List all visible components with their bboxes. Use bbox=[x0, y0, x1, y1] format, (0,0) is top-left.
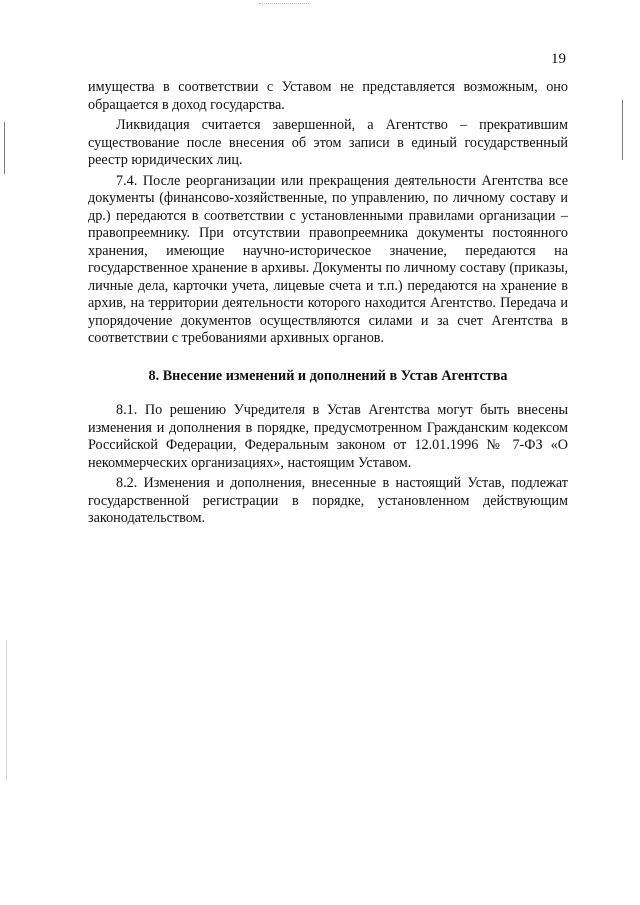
paragraph-8-1: 8.1. По решению Учредителя в Устав Агентства могут быть внесены изменения и дополнения в порядке, предусмотренном Гражданским кодексом Российской Федерации, Федеральным законом от 12.01.1996 № 7-ФЗ «О некоммерческих организациях», настоящим Уставом. bbox=[88, 402, 568, 471]
scan-artifact-right-line bbox=[622, 100, 623, 160]
page-number: 19 bbox=[551, 51, 566, 67]
scan-artifact-left-faint-line bbox=[6, 640, 7, 780]
scan-artifact-top bbox=[259, 3, 309, 7]
section-8-title: 8. Внесение изменений и дополнений в Устав Агентства bbox=[148, 367, 508, 384]
paragraph-8-2: 8.2. Изменения и дополнения, внесенные в настоящий Устав, подлежат государственной регистрации в порядке, установленном действующим законодательством. bbox=[88, 475, 568, 526]
document-body bbox=[88, 79, 568, 531]
paragraph-liquidation: Ликвидация считается завершенной, а Агентство – прекратившим существование после внесения об этом записи в единый государственный реестр юридических лиц. bbox=[88, 117, 568, 168]
scan-artifact-left-line bbox=[4, 122, 5, 174]
paragraph-7-4: 7.4. После реорганизации или прекращения деятельности Агентства все документы (финансово-хозяйственные, по управлению, по личному составу и др.) передаются в соответствии с установленными правилами организации – правопреемнику. При отсутствии правопреемника документы постоянного хранения, имеющие научно-историческое значение, передаются на государственное хранение в архивы. Документы по личному составу (приказы, личные дела, карточки учета, лицевые счета и т.п.) передаются на хранение в архив, на территории деятельности которого находится Агентство. Передача и упорядочение документов осуществляются силами и за счет Агентства в соответствии с требованиями архивных органов. bbox=[88, 172, 568, 346]
paragraph-continuation: имущества в соответствии с Уставом не представляется возможным, оно обращается в доход государства. bbox=[88, 79, 568, 113]
